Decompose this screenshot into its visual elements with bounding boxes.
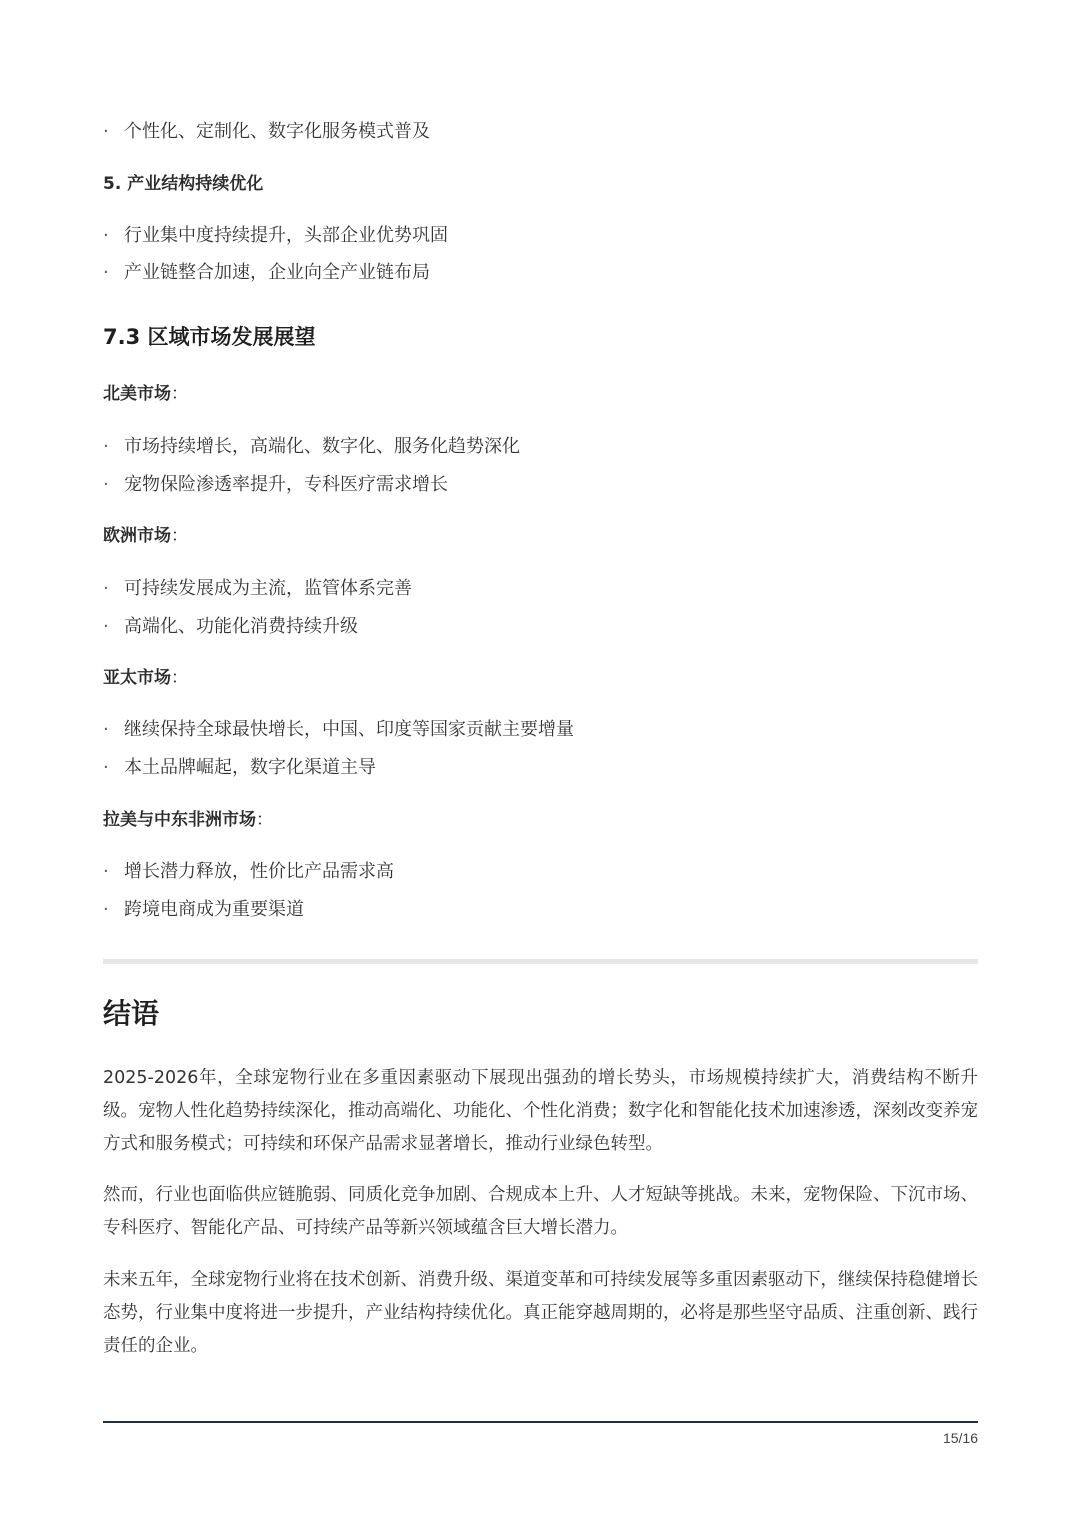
list-item — [103, 718, 574, 742]
bullet-dot: · — [103, 899, 109, 920]
list-item — [103, 473, 448, 497]
list-item-text: 可持续发展成为主流，监管体系完善 — [124, 578, 412, 599]
paragraph: 2025-2026年，全球宠物行业在多重因素驱动下展现出强劲的增长势头，市场规模持续扩大，消费结构不断升级。宠物人性化趋势持续深化，推动高端化、功能化、个性化消费；数字化和智能化技术加速渗透，深刻改变养宠方式和服务模式；可持续和环保产品需求显著增长，推动行业绿色转型。 — [103, 1068, 978, 1154]
bullet-dot: · — [103, 719, 109, 740]
bullet-dot: · — [103, 616, 109, 637]
bullet-dot: · — [103, 757, 109, 778]
section-heading: 5. 产业结构持续优化 — [103, 174, 264, 194]
region-heading-latam-mea — [103, 808, 273, 832]
bullet-dot: · — [103, 262, 109, 283]
colon: ： — [256, 810, 273, 830]
paragraph: 未来五年，全球宠物行业将在技术创新、消费升级、渠道变革和可持续发展等多重因素驱动下，继续保持稳健增长态势，行业集中度将进一步提升，产业结构持续优化。真正能穿越周期的，必将是那些坚守品质、注重创新、践行责任的企业。 — [103, 1270, 978, 1356]
region-label: 北美市场 — [103, 384, 171, 404]
list-item — [103, 860, 394, 884]
list-item-text: 继续保持全球最快增长，中国、印度等国家贡献主要增量 — [124, 719, 574, 740]
conclusion-heading: 结语 — [103, 997, 160, 1030]
list-item-text: 市场持续增长，高端化、数字化、服务化趋势深化 — [124, 436, 520, 457]
footer-rule — [103, 1421, 978, 1423]
list-item-text: 增长潜力释放，性价比产品需求高 — [124, 861, 394, 882]
list-item — [103, 756, 376, 780]
bullet-dot: · — [103, 436, 109, 457]
list-item — [103, 615, 358, 639]
bullet-dot: · — [103, 225, 109, 246]
list-item-text: 个性化、定制化、数字化服务模式普及 — [124, 121, 430, 142]
list-item-text: 宠物保险渗透率提升，专科医疗需求增长 — [124, 474, 448, 495]
list-item — [103, 224, 448, 248]
bullet-dot: · — [103, 474, 109, 495]
colon: ： — [171, 668, 188, 688]
list-item — [103, 261, 430, 285]
page-number: 15/16 — [942, 1430, 978, 1446]
bullet-dot: · — [103, 121, 109, 142]
section-heading: 7.3 区域市场发展展望 — [103, 325, 316, 349]
list-item-text: 行业集中度持续提升，头部企业优势巩固 — [124, 225, 448, 246]
list-item — [103, 435, 520, 459]
list-item-text: 高端化、功能化消费持续升级 — [124, 616, 358, 637]
list-item-text: 产业链整合加速，企业向全产业链布局 — [124, 262, 430, 283]
region-label: 亚太市场 — [103, 668, 171, 688]
list-item — [103, 898, 304, 922]
region-heading-north-america — [103, 382, 188, 406]
list-item — [103, 577, 412, 601]
region-label: 欧洲市场 — [103, 526, 171, 546]
region-heading-asia-pacific — [103, 666, 188, 690]
section-divider — [103, 959, 978, 964]
bullet-dot: · — [103, 578, 109, 599]
colon: ： — [171, 384, 188, 404]
region-heading-europe — [103, 524, 188, 548]
list-item-text: 跨境电商成为重要渠道 — [124, 899, 304, 920]
paragraph: 然而，行业也面临供应链脆弱、同质化竞争加剧、合规成本上升、人才短缺等挑战。未来，宠物保险、下沉市场、专科医疗、智能化产品、可持续产品等新兴领域蕴含巨大增长潜力。 — [103, 1185, 978, 1238]
region-label: 拉美与中东非洲市场 — [103, 810, 256, 830]
bullet-dot: · — [103, 861, 109, 882]
list-item-text: 本土品牌崛起，数字化渠道主导 — [124, 757, 376, 778]
colon: ： — [171, 526, 188, 546]
list-item — [103, 120, 430, 144]
